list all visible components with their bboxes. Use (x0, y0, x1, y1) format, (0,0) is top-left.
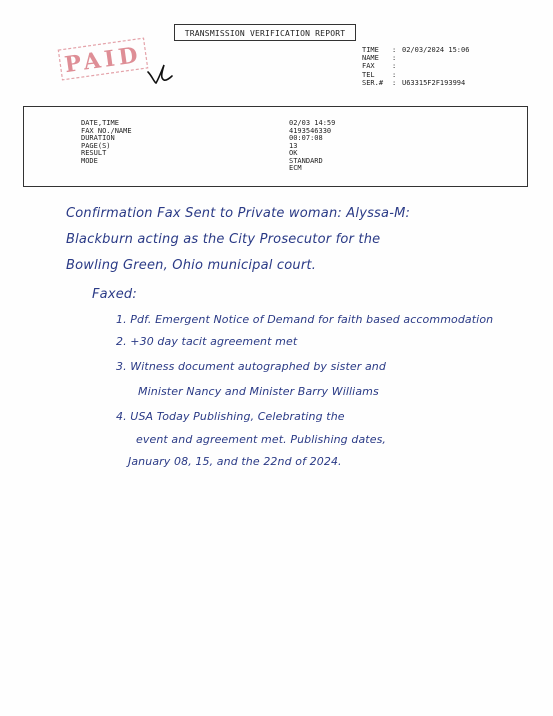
fax-item: 1. Pdf. Emergent Notice of Demand for faith based accommodation (116, 313, 494, 326)
note-line: Confirmation Fax Sent to Private woman: Alyssa-M: (66, 206, 411, 221)
summary-label: DATE,TIME (81, 119, 119, 127)
faxed-label: Faxed: (92, 287, 137, 302)
summary-value: STANDARD (289, 156, 323, 165)
header-row-time: TIME : 02/03/2024 15:06 (362, 46, 470, 54)
summary-label: RESULT (81, 149, 107, 157)
fax-item: 3. Witness document autographed by sister and (116, 360, 386, 373)
summary-value: 02/03 14:59 (289, 119, 336, 127)
header-row-name: NAME : (362, 54, 397, 63)
fax-item: 4. USA Today Publishing, Celebrating the (116, 410, 345, 423)
summary-label: FAX NO./NAME (81, 126, 132, 135)
summary-value: 4193546330 (289, 126, 332, 135)
signature-mark (146, 62, 174, 86)
report-title: TRANSMISSION VERIFICATION REPORT (174, 24, 356, 41)
header-row-tel: TEL : (362, 70, 397, 79)
fax-item: Minister Nancy and Minister Barry Williams (138, 385, 379, 398)
note-line: Blackburn acting as the City Prosecutor for the (66, 232, 381, 247)
summary-values (289, 120, 335, 173)
summary-value: ECM (289, 164, 302, 172)
summary-label: DURATION (81, 134, 115, 142)
paid-stamp (56, 35, 150, 83)
summary-labels (81, 120, 132, 165)
summary-label: MODE (81, 156, 98, 165)
summary-label: PAGE(S) (81, 141, 111, 150)
paid-stamp-text: PAID (63, 41, 144, 79)
header-row-serial: SER.# : U63315F2F193994 (362, 78, 466, 87)
note-line: Bowling Green, Ohio municipal court. (66, 258, 317, 273)
summary-value: 00:07:08 (289, 134, 323, 142)
header-row-fax: FAX : (362, 62, 397, 71)
fax-item: 2. +30 day tacit agreement met (116, 335, 298, 348)
fax-item: January 08, 15, and the 22nd of 2024. (128, 455, 342, 468)
header-info (362, 46, 469, 87)
fax-item: event and agreement met. Publishing dates, (136, 433, 386, 446)
summary-value: OK (289, 149, 298, 157)
summary-value: 13 (289, 141, 298, 150)
